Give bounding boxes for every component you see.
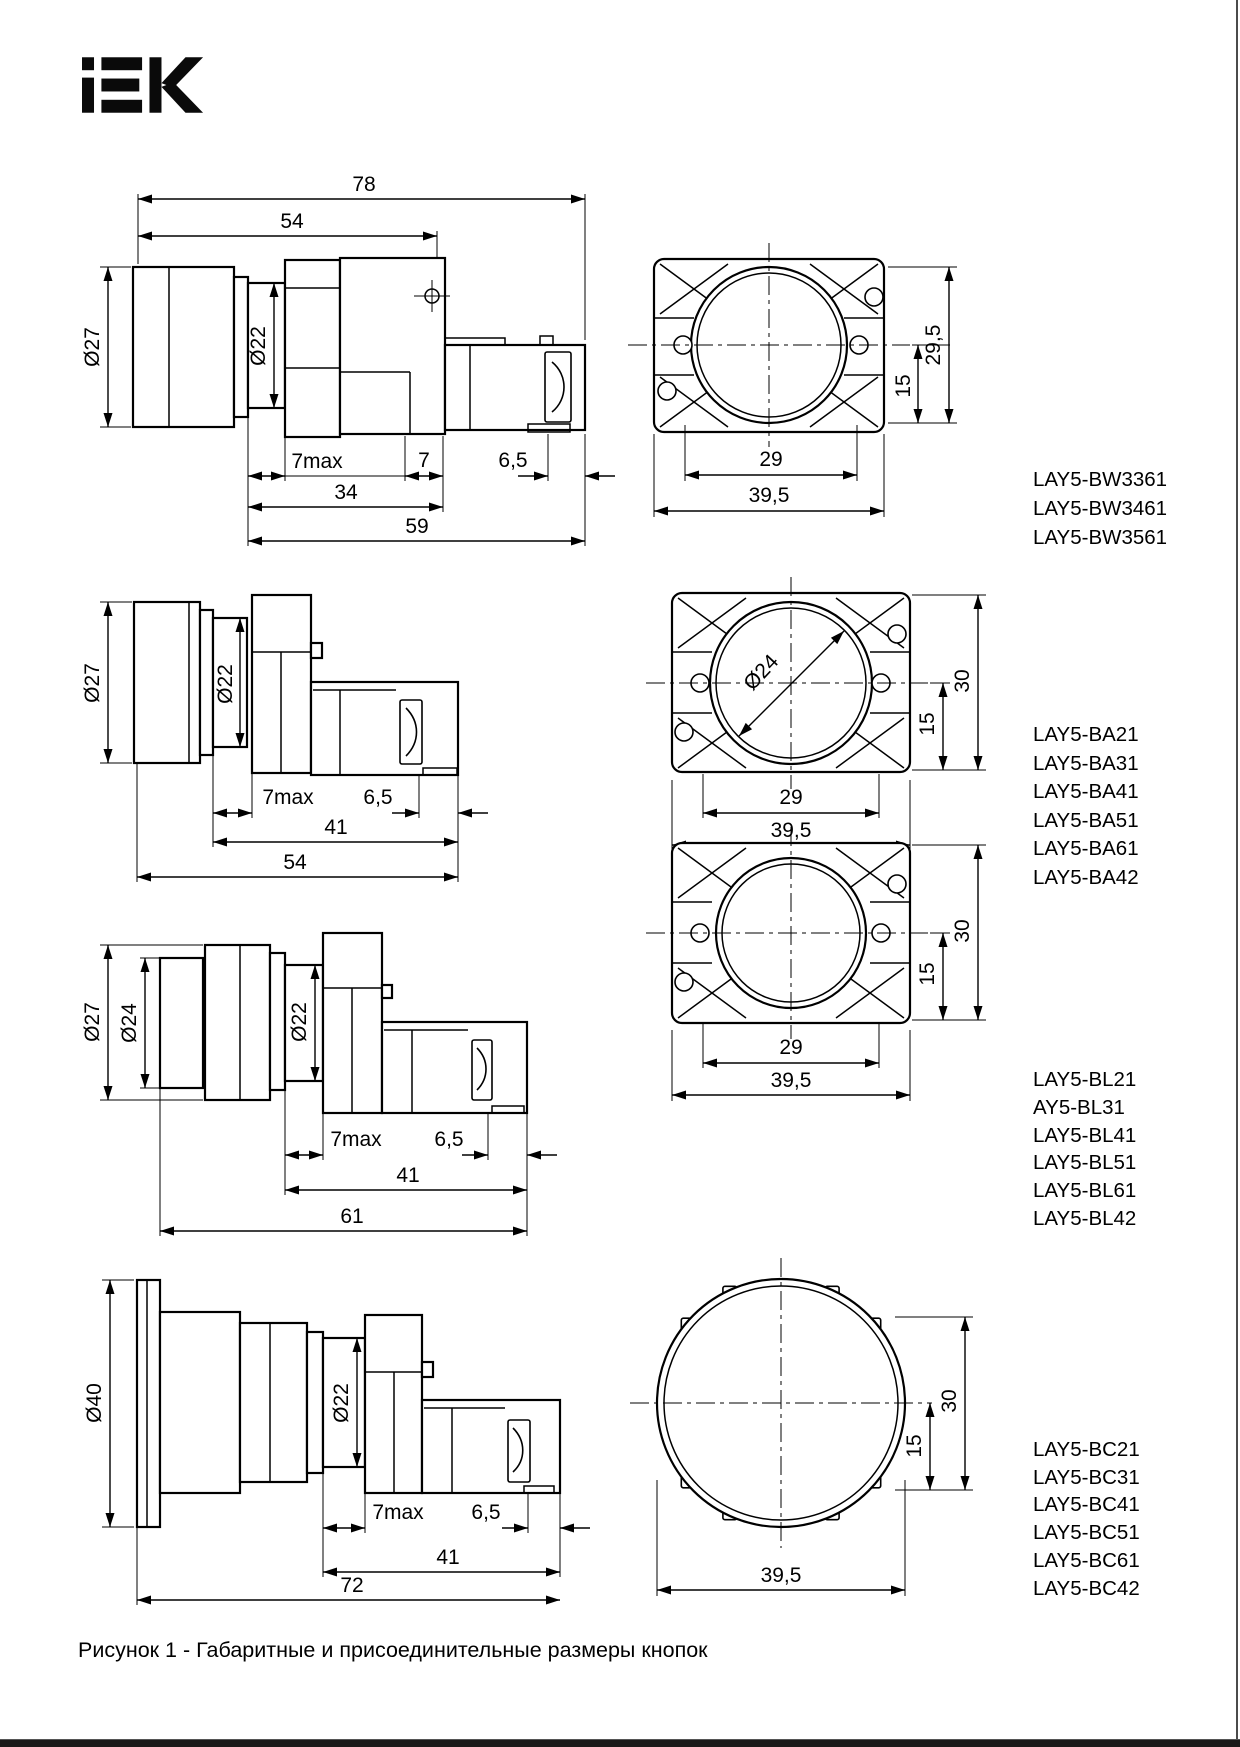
- dim-length-72: 72: [340, 1574, 364, 1597]
- dim-length-54: 54: [283, 851, 307, 874]
- front-view-bl: [646, 827, 986, 1101]
- side-view-ba: [81, 595, 488, 882]
- dim-cap-diameter: Ø27: [81, 327, 104, 367]
- dim-front-length: 7max: [372, 1501, 424, 1524]
- dim-cap-diameter: Ø40: [83, 1383, 106, 1423]
- dim-height-inner: 15: [916, 712, 939, 736]
- dim-mount-diameter: Ø22: [330, 1383, 353, 1423]
- model-number: LAY5-BC61: [1033, 1548, 1140, 1572]
- side-view-bc: [83, 1280, 590, 1605]
- dim-height-outer: 30: [951, 669, 974, 693]
- dim-mid-length: 7: [418, 449, 430, 472]
- dim-front-length: 7max: [330, 1128, 382, 1151]
- model-number: LAY5-BC51: [1033, 1521, 1140, 1545]
- model-number: AY5-BL31: [1033, 1095, 1125, 1119]
- dim-width-outer: 39,5: [760, 1564, 802, 1587]
- dim-button-diameter: Ø24: [118, 1003, 141, 1043]
- side-view-bw: [81, 173, 615, 546]
- dim-total-length: 78: [352, 173, 376, 196]
- dim-width-inner: 29: [759, 448, 783, 471]
- front-view-bc: [630, 1258, 973, 1596]
- model-number: LAY5-BW3461: [1033, 496, 1168, 520]
- model-number: LAY5-BC42: [1033, 1576, 1140, 1600]
- dim-length-59: 59: [405, 515, 429, 538]
- model-list-bw: [1033, 466, 1167, 552]
- dim-width-outer: 39,5: [770, 1069, 812, 1092]
- dim-length-41: 41: [396, 1164, 420, 1187]
- dim-mount-diameter: Ø22: [288, 1002, 311, 1042]
- model-number: LAY5-BL61: [1033, 1179, 1137, 1203]
- dim-height-inner: 15: [916, 962, 939, 986]
- dim-cap-diameter: Ø27: [81, 663, 104, 703]
- dim-terminal-length: 6,5: [498, 449, 528, 472]
- dim-mount-diameter: Ø22: [214, 664, 237, 704]
- model-number: LAY5-BL42: [1033, 1206, 1137, 1230]
- model-number: LAY5-BA42: [1033, 865, 1139, 889]
- dim-height-outer: 29,5: [922, 324, 945, 366]
- dim-length-34: 34: [334, 481, 358, 504]
- dim-terminal-length: 6,5: [363, 786, 393, 809]
- dim-height-inner: 15: [903, 1434, 926, 1458]
- model-number: LAY5-BL21: [1033, 1068, 1137, 1091]
- dim-front-length: 7max: [262, 786, 314, 809]
- dim-width-inner: 29: [779, 1036, 803, 1059]
- model-number: LAY5-BA41: [1033, 780, 1139, 804]
- model-number: LAY5-BW3361: [1033, 468, 1168, 491]
- dim-length-61: 61: [340, 1205, 364, 1228]
- model-number: LAY5-BA21: [1033, 723, 1139, 746]
- dim-terminal-length: 6,5: [434, 1128, 464, 1151]
- dim-body-length: 54: [280, 210, 304, 233]
- footer-bar: [0, 1739, 1240, 1747]
- front-view-ba: [646, 577, 986, 851]
- dim-height-inner: 15: [892, 374, 915, 398]
- page-edge-line: [1236, 0, 1238, 1747]
- dim-terminal-length: 6,5: [471, 1501, 501, 1524]
- front-view-bw: [628, 243, 957, 517]
- model-number: LAY5-BW3561: [1033, 525, 1168, 549]
- model-number: LAY5-BA31: [1033, 751, 1139, 775]
- dim-front-length: 7max: [291, 450, 343, 473]
- dim-mount-diameter: Ø22: [247, 326, 270, 366]
- dim-height-outer: 30: [951, 919, 974, 943]
- model-number: LAY5-BC31: [1033, 1465, 1140, 1489]
- dim-cap-diameter: Ø27: [81, 1002, 104, 1042]
- side-view-bl: [81, 933, 557, 1236]
- dim-length-41: 41: [324, 816, 348, 839]
- dim-width-outer: 39,5: [770, 819, 812, 842]
- figure-caption: Рисунок 1 - Габаритные и присоединительные размеры кнопок: [78, 1638, 708, 1662]
- dim-height-outer: 30: [938, 1389, 961, 1413]
- dim-length-41: 41: [436, 1546, 460, 1569]
- model-number: LAY5-BA51: [1033, 808, 1139, 832]
- model-number: LAY5-BA61: [1033, 837, 1139, 861]
- model-list-bl: [1033, 1066, 1136, 1233]
- model-list-ba: [1033, 721, 1139, 893]
- dim-width-outer: 39,5: [748, 484, 790, 507]
- model-number: LAY5-BL51: [1033, 1151, 1137, 1175]
- model-number: LAY5-BL41: [1033, 1123, 1137, 1147]
- dim-width-inner: 29: [779, 786, 803, 809]
- dim-button-diameter: Ø24: [739, 650, 784, 695]
- model-number: LAY5-BC41: [1033, 1493, 1140, 1517]
- model-number: LAY5-BC21: [1033, 1438, 1140, 1461]
- model-list-bc: [1033, 1436, 1140, 1602]
